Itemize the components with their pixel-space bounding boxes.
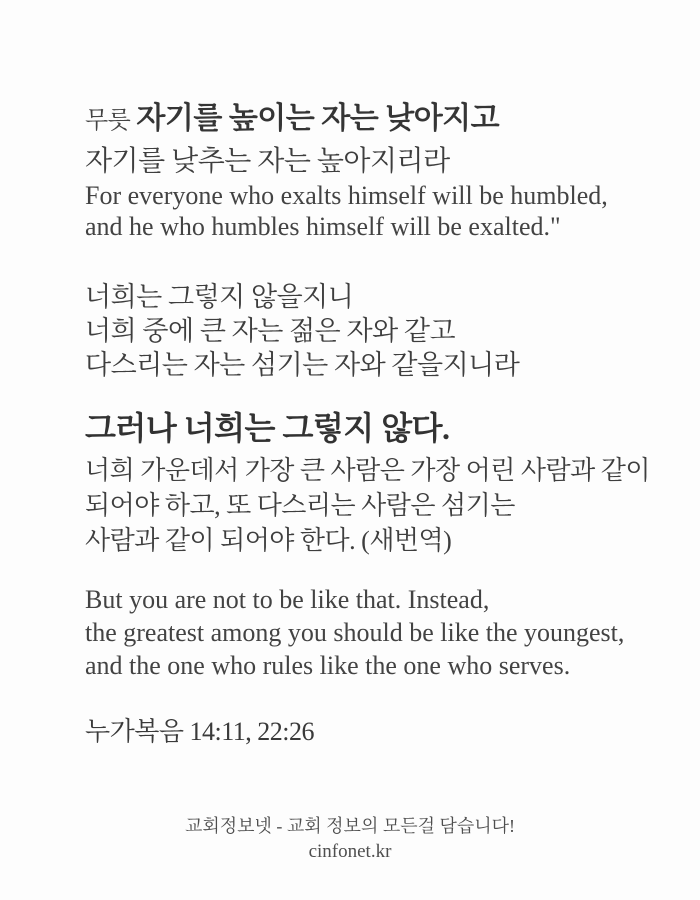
verse3-kr-line3: 사람과 같이 되어야 한다. (새번역) [85, 526, 452, 555]
verse1-kr-prefix: 무릇 [85, 108, 131, 134]
verse3-kr-line2: 되어야 하고, 또 다스리는 사람은 섬기는 [85, 491, 515, 520]
verse1-kr-line2: 자기를 낮추는 자는 높아지리라 [85, 146, 450, 177]
verse3-en-line3: and the one who rules like the one who serves. [85, 651, 571, 680]
verse3-kr-heading: 그러나 너희는 그렇지 않다. [85, 410, 450, 446]
verse3-kr-line1: 너희 가운데서 가장 큰 사람은 가장 어린 사람과 같이 [85, 456, 650, 485]
verse2-kr-line3: 다스리는 자는 섬기는 자와 같을지니라 [85, 350, 520, 380]
verse2-kr-line2: 너희 중에 큰 자는 젊은 자와 같고 [85, 316, 456, 346]
verse2-kr-line1: 너희는 그렇지 않을지니 [85, 282, 354, 312]
verse1-kr-line1 [85, 93, 499, 137]
scripture-reference: 누가복음 14:11, 22:26 [85, 717, 314, 746]
verse3-en-line2: the greatest among you should be like the youngest, [85, 618, 625, 647]
verse1-en-line2: and he who humbles himself will be exalted." [85, 212, 561, 241]
verse3-en-line1: But you are not to be like that. Instead, [85, 585, 490, 614]
verse1-en-line1: For everyone who exalts himself will be humbled, [85, 181, 608, 210]
verse1-kr-bold: 자기를 높이는 자는 낮아지고 [136, 102, 500, 135]
footer-tagline: 교회정보넷 - 교회 정보의 모든걸 담습니다! [184, 816, 516, 836]
footer-site-url: cinfonet.kr [308, 841, 392, 862]
